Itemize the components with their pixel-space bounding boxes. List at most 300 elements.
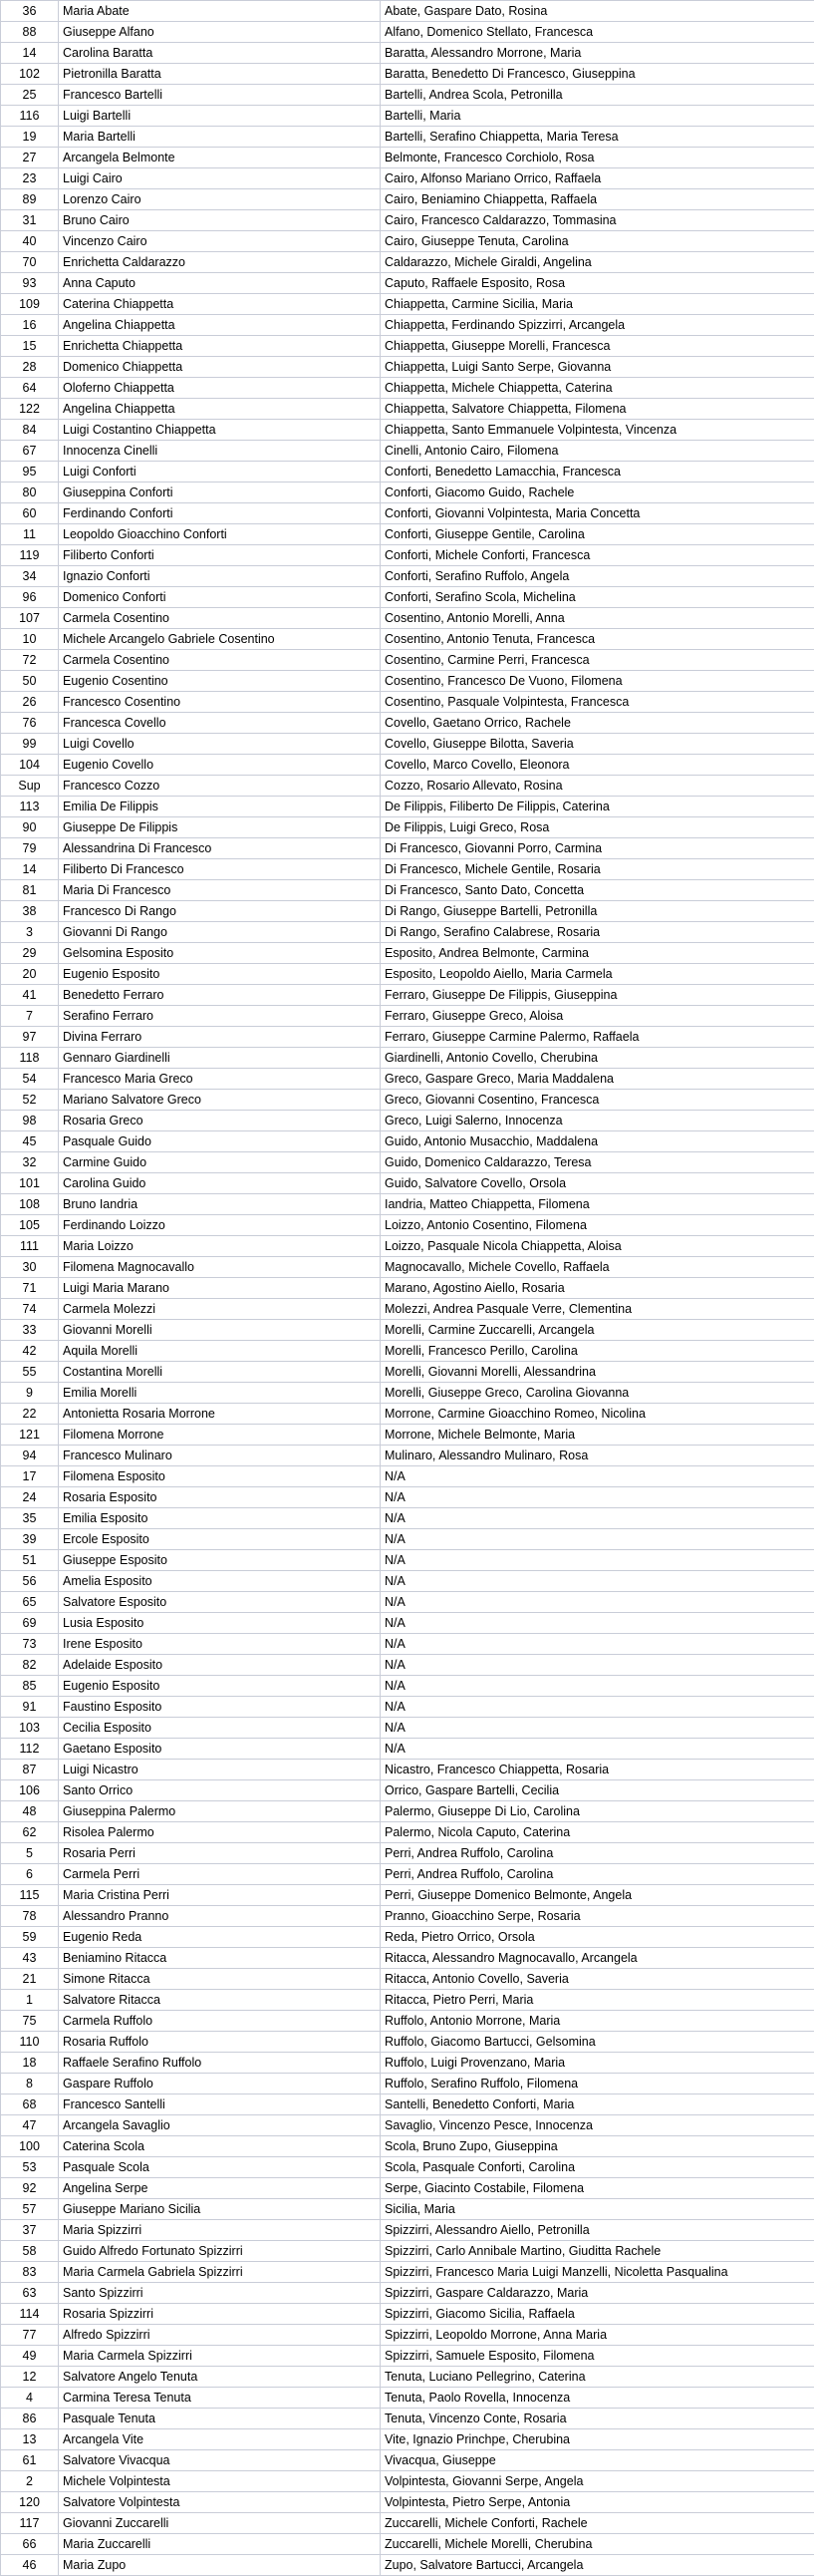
parents-cell: N/A bbox=[381, 1487, 814, 1508]
table-row bbox=[1, 1341, 814, 1362]
table-row bbox=[1, 210, 814, 231]
table-row bbox=[1, 2346, 814, 2367]
table-row bbox=[1, 1634, 814, 1655]
person-name-cell: Faustino Esposito bbox=[59, 1697, 381, 1718]
record-number-cell: 85 bbox=[1, 1676, 59, 1697]
table-row bbox=[1, 1152, 814, 1173]
parents-cell: Vivacqua, Giuseppe bbox=[381, 2450, 814, 2471]
record-number-cell: 10 bbox=[1, 629, 59, 650]
parents-cell: Perri, Giuseppe Domenico Belmonte, Angela bbox=[381, 1885, 814, 1906]
parents-cell: Chiappetta, Michele Chiappetta, Caterina bbox=[381, 378, 814, 399]
person-name-cell: Giuseppina Conforti bbox=[59, 483, 381, 503]
record-number-cell: 91 bbox=[1, 1697, 59, 1718]
record-number-cell: 39 bbox=[1, 1529, 59, 1550]
parents-cell: Santelli, Benedetto Conforti, Maria bbox=[381, 2094, 814, 2115]
person-name-cell: Innocenza Cinelli bbox=[59, 441, 381, 462]
table-row bbox=[1, 315, 814, 336]
table-row bbox=[1, 2136, 814, 2157]
record-number-cell: 16 bbox=[1, 315, 59, 336]
record-number-cell: 77 bbox=[1, 2325, 59, 2346]
person-name-cell: Amelia Esposito bbox=[59, 1571, 381, 1592]
table-row bbox=[1, 2074, 814, 2094]
record-number-cell: 41 bbox=[1, 985, 59, 1006]
parents-cell: N/A bbox=[381, 1697, 814, 1718]
parents-cell: Ruffolo, Antonio Morrone, Maria bbox=[381, 2011, 814, 2032]
person-name-cell: Lorenzo Cairo bbox=[59, 189, 381, 210]
record-number-cell: 92 bbox=[1, 2178, 59, 2199]
table-row bbox=[1, 838, 814, 859]
table-row bbox=[1, 1780, 814, 1801]
record-number-cell: 117 bbox=[1, 2513, 59, 2534]
record-number-cell: 59 bbox=[1, 1927, 59, 1948]
parents-cell: Nicastro, Francesco Chiappetta, Rosaria bbox=[381, 1760, 814, 1780]
person-name-cell: Rosaria Greco bbox=[59, 1111, 381, 1131]
table-row bbox=[1, 1550, 814, 1571]
parents-cell: Belmonte, Francesco Corchiolo, Rosa bbox=[381, 148, 814, 168]
parents-cell: Scola, Pasquale Conforti, Carolina bbox=[381, 2157, 814, 2178]
parents-cell: Marano, Agostino Aiello, Rosaria bbox=[381, 1278, 814, 1299]
record-number-cell: 62 bbox=[1, 1822, 59, 1843]
record-number-cell: 66 bbox=[1, 2534, 59, 2555]
record-number-cell: 46 bbox=[1, 2555, 59, 2576]
person-name-cell: Guido Alfredo Fortunato Spizzirri bbox=[59, 2241, 381, 2262]
parents-cell: N/A bbox=[381, 1466, 814, 1487]
person-name-cell: Gaetano Esposito bbox=[59, 1739, 381, 1760]
record-number-cell: 118 bbox=[1, 1048, 59, 1069]
parents-cell: N/A bbox=[381, 1655, 814, 1676]
parents-cell: Chiappetta, Carmine Sicilia, Maria bbox=[381, 294, 814, 315]
record-number-cell: 93 bbox=[1, 273, 59, 294]
parents-cell: Iandria, Matteo Chiappetta, Filomena bbox=[381, 1194, 814, 1215]
record-number-cell: 67 bbox=[1, 441, 59, 462]
person-name-cell: Salvatore Ritacca bbox=[59, 1990, 381, 2011]
record-number-cell: 38 bbox=[1, 901, 59, 922]
parents-cell: Bartelli, Andrea Scola, Petronilla bbox=[381, 85, 814, 106]
table-row bbox=[1, 566, 814, 587]
person-name-cell: Gaspare Ruffolo bbox=[59, 2074, 381, 2094]
record-number-cell: 13 bbox=[1, 2429, 59, 2450]
table-row bbox=[1, 273, 814, 294]
table-row bbox=[1, 817, 814, 838]
table-row bbox=[1, 1090, 814, 1111]
record-number-cell: 88 bbox=[1, 22, 59, 43]
parents-cell: N/A bbox=[381, 1634, 814, 1655]
person-name-cell: Benedetto Ferraro bbox=[59, 985, 381, 1006]
parents-cell: Cairo, Francesco Caldarazzo, Tommasina bbox=[381, 210, 814, 231]
table-row bbox=[1, 441, 814, 462]
record-number-cell: 115 bbox=[1, 1885, 59, 1906]
person-name-cell: Anna Caputo bbox=[59, 273, 381, 294]
parents-cell: Greco, Giovanni Cosentino, Francesca bbox=[381, 1090, 814, 1111]
person-name-cell: Carmine Guido bbox=[59, 1152, 381, 1173]
person-name-cell: Alessandro Pranno bbox=[59, 1906, 381, 1927]
table-row bbox=[1, 1487, 814, 1508]
parents-cell: Morelli, Giovanni Morelli, Alessandrina bbox=[381, 1362, 814, 1383]
person-name-cell: Eugenio Covello bbox=[59, 755, 381, 776]
person-name-cell: Salvatore Esposito bbox=[59, 1592, 381, 1613]
table-row bbox=[1, 2492, 814, 2513]
table-row bbox=[1, 1508, 814, 1529]
table-row bbox=[1, 1948, 814, 1969]
table-row bbox=[1, 859, 814, 880]
table-row bbox=[1, 1446, 814, 1466]
record-number-cell: 102 bbox=[1, 64, 59, 85]
table-row bbox=[1, 2471, 814, 2492]
person-name-cell: Rosaria Spizzirri bbox=[59, 2304, 381, 2325]
table-row bbox=[1, 22, 814, 43]
table-row bbox=[1, 1299, 814, 1320]
record-number-cell: 120 bbox=[1, 2492, 59, 2513]
person-name-cell: Ferdinando Conforti bbox=[59, 503, 381, 524]
record-number-cell: 12 bbox=[1, 2367, 59, 2388]
table-row bbox=[1, 1822, 814, 1843]
table-row bbox=[1, 1404, 814, 1425]
parents-cell: Conforti, Serafino Ruffolo, Angela bbox=[381, 566, 814, 587]
record-number-cell: 69 bbox=[1, 1613, 59, 1634]
record-number-cell: 100 bbox=[1, 2136, 59, 2157]
person-name-cell: Aquila Morelli bbox=[59, 1341, 381, 1362]
person-name-cell: Salvatore Vivacqua bbox=[59, 2450, 381, 2471]
table-row bbox=[1, 901, 814, 922]
record-number-cell: 40 bbox=[1, 231, 59, 252]
table-row bbox=[1, 2283, 814, 2304]
table-row bbox=[1, 985, 814, 1006]
table-row bbox=[1, 336, 814, 357]
record-number-cell: 3 bbox=[1, 922, 59, 943]
table-row bbox=[1, 1906, 814, 1927]
table-row bbox=[1, 1864, 814, 1885]
person-name-cell: Eugenio Esposito bbox=[59, 1676, 381, 1697]
record-number-cell: 58 bbox=[1, 2241, 59, 2262]
parents-cell: Ritacca, Pietro Perri, Maria bbox=[381, 1990, 814, 2011]
table-row bbox=[1, 2053, 814, 2074]
record-number-cell: 98 bbox=[1, 1111, 59, 1131]
record-number-cell: 17 bbox=[1, 1466, 59, 1487]
record-number-cell: 116 bbox=[1, 106, 59, 127]
record-number-cell: 80 bbox=[1, 483, 59, 503]
person-name-cell: Angelina Serpe bbox=[59, 2178, 381, 2199]
table-row bbox=[1, 64, 814, 85]
table-row bbox=[1, 2304, 814, 2325]
person-name-cell: Arcangela Savaglio bbox=[59, 2115, 381, 2136]
table-row bbox=[1, 1592, 814, 1613]
record-number-cell: 9 bbox=[1, 1383, 59, 1404]
table-row bbox=[1, 1236, 814, 1257]
parents-cell: Palermo, Giuseppe Di Lio, Carolina bbox=[381, 1801, 814, 1822]
parents-cell: Tenuta, Vincenzo Conte, Rosaria bbox=[381, 2409, 814, 2429]
record-number-cell: 36 bbox=[1, 1, 59, 22]
person-name-cell: Giovanni Zuccarelli bbox=[59, 2513, 381, 2534]
parents-cell: Scola, Bruno Zupo, Giuseppina bbox=[381, 2136, 814, 2157]
parents-cell: Mulinaro, Alessandro Mulinaro, Rosa bbox=[381, 1446, 814, 1466]
parents-cell: Chiappetta, Santo Emmanuele Volpintesta, Vincenza bbox=[381, 420, 814, 441]
parents-cell: Chiappetta, Luigi Santo Serpe, Giovanna bbox=[381, 357, 814, 378]
table-row bbox=[1, 168, 814, 189]
parents-cell: Di Francesco, Michele Gentile, Rosaria bbox=[381, 859, 814, 880]
parents-cell: Cosentino, Pasquale Volpintesta, Francesca bbox=[381, 692, 814, 713]
parents-cell: Conforti, Giovanni Volpintesta, Maria Concetta bbox=[381, 503, 814, 524]
record-number-cell: 94 bbox=[1, 1446, 59, 1466]
parents-cell: N/A bbox=[381, 1550, 814, 1571]
table-row bbox=[1, 1990, 814, 2011]
person-name-cell: Carmela Ruffolo bbox=[59, 2011, 381, 2032]
record-number-cell: 49 bbox=[1, 2346, 59, 2367]
table-row bbox=[1, 399, 814, 420]
table-row bbox=[1, 2157, 814, 2178]
parents-cell: Caputo, Raffaele Esposito, Rosa bbox=[381, 273, 814, 294]
record-number-cell: 108 bbox=[1, 1194, 59, 1215]
person-name-cell: Ignazio Conforti bbox=[59, 566, 381, 587]
record-number-cell: 83 bbox=[1, 2262, 59, 2283]
person-name-cell: Luigi Conforti bbox=[59, 462, 381, 483]
person-name-cell: Simone Ritacca bbox=[59, 1969, 381, 1990]
parents-cell: Cosentino, Antonio Morelli, Anna bbox=[381, 608, 814, 629]
record-number-cell: 37 bbox=[1, 2220, 59, 2241]
record-number-cell: 31 bbox=[1, 210, 59, 231]
table-row bbox=[1, 231, 814, 252]
person-name-cell: Ferdinando Loizzo bbox=[59, 1215, 381, 1236]
person-name-cell: Adelaide Esposito bbox=[59, 1655, 381, 1676]
person-name-cell: Cecilia Esposito bbox=[59, 1718, 381, 1739]
record-number-cell: 56 bbox=[1, 1571, 59, 1592]
person-name-cell: Maria Di Francesco bbox=[59, 880, 381, 901]
person-name-cell: Filiberto Conforti bbox=[59, 545, 381, 566]
record-number-cell: 55 bbox=[1, 1362, 59, 1383]
person-name-cell: Arcangela Belmonte bbox=[59, 148, 381, 168]
parents-cell: Spizzirri, Carlo Annibale Martino, Giuditta Rachele bbox=[381, 2241, 814, 2262]
record-number-cell: Sup bbox=[1, 776, 59, 797]
person-name-cell: Michele Arcangelo Gabriele Cosentino bbox=[59, 629, 381, 650]
table-row bbox=[1, 1760, 814, 1780]
record-number-cell: 71 bbox=[1, 1278, 59, 1299]
person-name-cell: Raffaele Serafino Ruffolo bbox=[59, 2053, 381, 2074]
person-name-cell: Carmela Perri bbox=[59, 1864, 381, 1885]
parents-cell: Zupo, Salvatore Bartucci, Arcangela bbox=[381, 2555, 814, 2576]
parents-cell: Ruffolo, Serafino Ruffolo, Filomena bbox=[381, 2074, 814, 2094]
record-number-cell: 122 bbox=[1, 399, 59, 420]
person-name-cell: Carolina Baratta bbox=[59, 43, 381, 64]
parents-cell: Ritacca, Alessandro Magnocavallo, Arcangela bbox=[381, 1948, 814, 1969]
table-row bbox=[1, 1278, 814, 1299]
person-name-cell: Lusia Esposito bbox=[59, 1613, 381, 1634]
record-number-cell: 8 bbox=[1, 2074, 59, 2094]
parents-cell: Di Rango, Giuseppe Bartelli, Petronilla bbox=[381, 901, 814, 922]
parents-cell: Spizzirri, Francesco Maria Luigi Manzelli, Nicoletta Pasqualina bbox=[381, 2262, 814, 2283]
parents-cell: Cinelli, Antonio Cairo, Filomena bbox=[381, 441, 814, 462]
record-number-cell: 23 bbox=[1, 168, 59, 189]
parents-cell: Conforti, Giuseppe Gentile, Carolina bbox=[381, 524, 814, 545]
parents-cell: Di Rango, Serafino Calabrese, Rosaria bbox=[381, 922, 814, 943]
table-row bbox=[1, 189, 814, 210]
parents-cell: Covello, Gaetano Orrico, Rachele bbox=[381, 713, 814, 734]
record-number-cell: 87 bbox=[1, 1760, 59, 1780]
table-row bbox=[1, 1676, 814, 1697]
parents-cell: Magnocavallo, Michele Covello, Raffaela bbox=[381, 1257, 814, 1278]
record-number-cell: 64 bbox=[1, 378, 59, 399]
record-number-cell: 107 bbox=[1, 608, 59, 629]
person-name-cell: Luigi Maria Marano bbox=[59, 1278, 381, 1299]
person-name-cell: Rosaria Ruffolo bbox=[59, 2032, 381, 2053]
table-row bbox=[1, 1718, 814, 1739]
record-number-cell: 110 bbox=[1, 2032, 59, 2053]
parents-cell: Bartelli, Serafino Chiappetta, Maria Teresa bbox=[381, 127, 814, 148]
person-name-cell: Gelsomina Esposito bbox=[59, 943, 381, 964]
record-number-cell: 90 bbox=[1, 817, 59, 838]
parents-cell: Baratta, Benedetto Di Francesco, Giuseppina bbox=[381, 64, 814, 85]
person-name-cell: Enrichetta Caldarazzo bbox=[59, 252, 381, 273]
person-name-cell: Francesco Di Rango bbox=[59, 901, 381, 922]
record-number-cell: 79 bbox=[1, 838, 59, 859]
record-number-cell: 7 bbox=[1, 1006, 59, 1027]
parents-cell: Di Francesco, Santo Dato, Concetta bbox=[381, 880, 814, 901]
table-row bbox=[1, 2262, 814, 2283]
record-number-cell: 20 bbox=[1, 964, 59, 985]
person-name-cell: Risolea Palermo bbox=[59, 1822, 381, 1843]
table-row bbox=[1, 420, 814, 441]
person-name-cell: Pasquale Guido bbox=[59, 1131, 381, 1152]
parents-cell: Savaglio, Vincenzo Pesce, Innocenza bbox=[381, 2115, 814, 2136]
table-row bbox=[1, 964, 814, 985]
record-number-cell: 111 bbox=[1, 1236, 59, 1257]
person-name-cell: Oloferno Chiappetta bbox=[59, 378, 381, 399]
record-number-cell: 72 bbox=[1, 650, 59, 671]
person-name-cell: Serafino Ferraro bbox=[59, 1006, 381, 1027]
record-number-cell: 30 bbox=[1, 1257, 59, 1278]
parents-cell: Palermo, Nicola Caputo, Caterina bbox=[381, 1822, 814, 1843]
person-name-cell: Maria Abate bbox=[59, 1, 381, 22]
record-number-cell: 42 bbox=[1, 1341, 59, 1362]
person-name-cell: Maria Carmela Gabriela Spizzirri bbox=[59, 2262, 381, 2283]
table-row bbox=[1, 2367, 814, 2388]
person-name-cell: Carmela Cosentino bbox=[59, 608, 381, 629]
table-row bbox=[1, 1927, 814, 1948]
person-name-cell: Francesco Bartelli bbox=[59, 85, 381, 106]
parents-cell: Chiappetta, Salvatore Chiappetta, Filomena bbox=[381, 399, 814, 420]
record-number-cell: 112 bbox=[1, 1739, 59, 1760]
person-name-cell: Mariano Salvatore Greco bbox=[59, 1090, 381, 1111]
person-name-cell: Pasquale Scola bbox=[59, 2157, 381, 2178]
record-number-cell: 105 bbox=[1, 1215, 59, 1236]
parents-cell: Morrone, Michele Belmonte, Maria bbox=[381, 1425, 814, 1446]
record-number-cell: 5 bbox=[1, 1843, 59, 1864]
table-row bbox=[1, 797, 814, 817]
parents-cell: Perri, Andrea Ruffolo, Carolina bbox=[381, 1864, 814, 1885]
parents-cell: Di Francesco, Giovanni Porro, Carmina bbox=[381, 838, 814, 859]
parents-cell: Spizzirri, Gaspare Caldarazzo, Maria bbox=[381, 2283, 814, 2304]
record-number-cell: 74 bbox=[1, 1299, 59, 1320]
parents-cell: N/A bbox=[381, 1592, 814, 1613]
person-name-cell: Eugenio Cosentino bbox=[59, 671, 381, 692]
person-name-cell: Rosaria Esposito bbox=[59, 1487, 381, 1508]
person-name-cell: Luigi Costantino Chiappetta bbox=[59, 420, 381, 441]
table-row bbox=[1, 1571, 814, 1592]
table-row bbox=[1, 1362, 814, 1383]
parents-cell: Abate, Gaspare Dato, Rosina bbox=[381, 1, 814, 22]
table-row bbox=[1, 776, 814, 797]
person-name-cell: Carmela Cosentino bbox=[59, 650, 381, 671]
record-number-cell: 121 bbox=[1, 1425, 59, 1446]
record-number-cell: 45 bbox=[1, 1131, 59, 1152]
record-number-cell: 1 bbox=[1, 1990, 59, 2011]
person-name-cell: Ercole Esposito bbox=[59, 1529, 381, 1550]
table-row bbox=[1, 2241, 814, 2262]
parents-cell: Cairo, Beniamino Chiappetta, Raffaela bbox=[381, 189, 814, 210]
record-number-cell: 109 bbox=[1, 294, 59, 315]
person-name-cell: Francesco Maria Greco bbox=[59, 1069, 381, 1090]
table-row bbox=[1, 1069, 814, 1090]
person-name-cell: Santo Spizzirri bbox=[59, 2283, 381, 2304]
person-name-cell: Emilia Morelli bbox=[59, 1383, 381, 1404]
table-row bbox=[1, 608, 814, 629]
record-number-cell: 68 bbox=[1, 2094, 59, 2115]
person-name-cell: Vincenzo Cairo bbox=[59, 231, 381, 252]
parents-cell: N/A bbox=[381, 1529, 814, 1550]
record-number-cell: 35 bbox=[1, 1508, 59, 1529]
record-number-cell: 32 bbox=[1, 1152, 59, 1173]
table-row bbox=[1, 1027, 814, 1048]
record-number-cell: 63 bbox=[1, 2283, 59, 2304]
parents-cell: Spizzirri, Leopoldo Morrone, Anna Maria bbox=[381, 2325, 814, 2346]
person-name-cell: Divina Ferraro bbox=[59, 1027, 381, 1048]
table-row bbox=[1, 2094, 814, 2115]
table-row bbox=[1, 106, 814, 127]
person-name-cell: Francesco Mulinaro bbox=[59, 1446, 381, 1466]
record-number-cell: 19 bbox=[1, 127, 59, 148]
parents-cell: Orrico, Gaspare Bartelli, Cecilia bbox=[381, 1780, 814, 1801]
person-name-cell: Giuseppe Mariano Sicilia bbox=[59, 2199, 381, 2220]
parents-cell: Molezzi, Andrea Pasquale Verre, Clementina bbox=[381, 1299, 814, 1320]
person-name-cell: Filiberto Di Francesco bbox=[59, 859, 381, 880]
person-name-cell: Antonietta Rosaria Morrone bbox=[59, 1404, 381, 1425]
record-number-cell: 50 bbox=[1, 671, 59, 692]
person-name-cell: Carmina Teresa Tenuta bbox=[59, 2388, 381, 2409]
person-name-cell: Maria Loizzo bbox=[59, 1236, 381, 1257]
parents-cell: Esposito, Leopoldo Aiello, Maria Carmela bbox=[381, 964, 814, 985]
parents-cell: Loizzo, Antonio Cosentino, Filomena bbox=[381, 1215, 814, 1236]
record-number-cell: 34 bbox=[1, 566, 59, 587]
parents-cell: Alfano, Domenico Stellato, Francesca bbox=[381, 22, 814, 43]
table-row bbox=[1, 629, 814, 650]
person-name-cell: Rosaria Perri bbox=[59, 1843, 381, 1864]
record-number-cell: 106 bbox=[1, 1780, 59, 1801]
person-name-cell: Francesco Santelli bbox=[59, 2094, 381, 2115]
record-number-cell: 52 bbox=[1, 1090, 59, 1111]
parents-cell: Volpintesta, Pietro Serpe, Antonia bbox=[381, 2492, 814, 2513]
person-name-cell: Michele Volpintesta bbox=[59, 2471, 381, 2492]
person-name-cell: Francesco Cosentino bbox=[59, 692, 381, 713]
person-name-cell: Luigi Bartelli bbox=[59, 106, 381, 127]
table-row bbox=[1, 2220, 814, 2241]
record-number-cell: 14 bbox=[1, 859, 59, 880]
table-row bbox=[1, 1739, 814, 1760]
table-row bbox=[1, 1969, 814, 1990]
person-name-cell: Francesco Cozzo bbox=[59, 776, 381, 797]
parents-cell: Zuccarelli, Michele Conforti, Rachele bbox=[381, 2513, 814, 2534]
person-name-cell: Giovanni Di Rango bbox=[59, 922, 381, 943]
record-number-cell: 28 bbox=[1, 357, 59, 378]
record-number-cell: 82 bbox=[1, 1655, 59, 1676]
person-name-cell: Domenico Conforti bbox=[59, 587, 381, 608]
record-number-cell: 4 bbox=[1, 2388, 59, 2409]
table-row bbox=[1, 2199, 814, 2220]
record-number-cell: 29 bbox=[1, 943, 59, 964]
parents-cell: Serpe, Giacinto Costabile, Filomena bbox=[381, 2178, 814, 2199]
table-row bbox=[1, 503, 814, 524]
table-row bbox=[1, 462, 814, 483]
parents-cell: Greco, Gaspare Greco, Maria Maddalena bbox=[381, 1069, 814, 1090]
person-name-cell: Caterina Chiappetta bbox=[59, 294, 381, 315]
record-number-cell: 2 bbox=[1, 2471, 59, 2492]
